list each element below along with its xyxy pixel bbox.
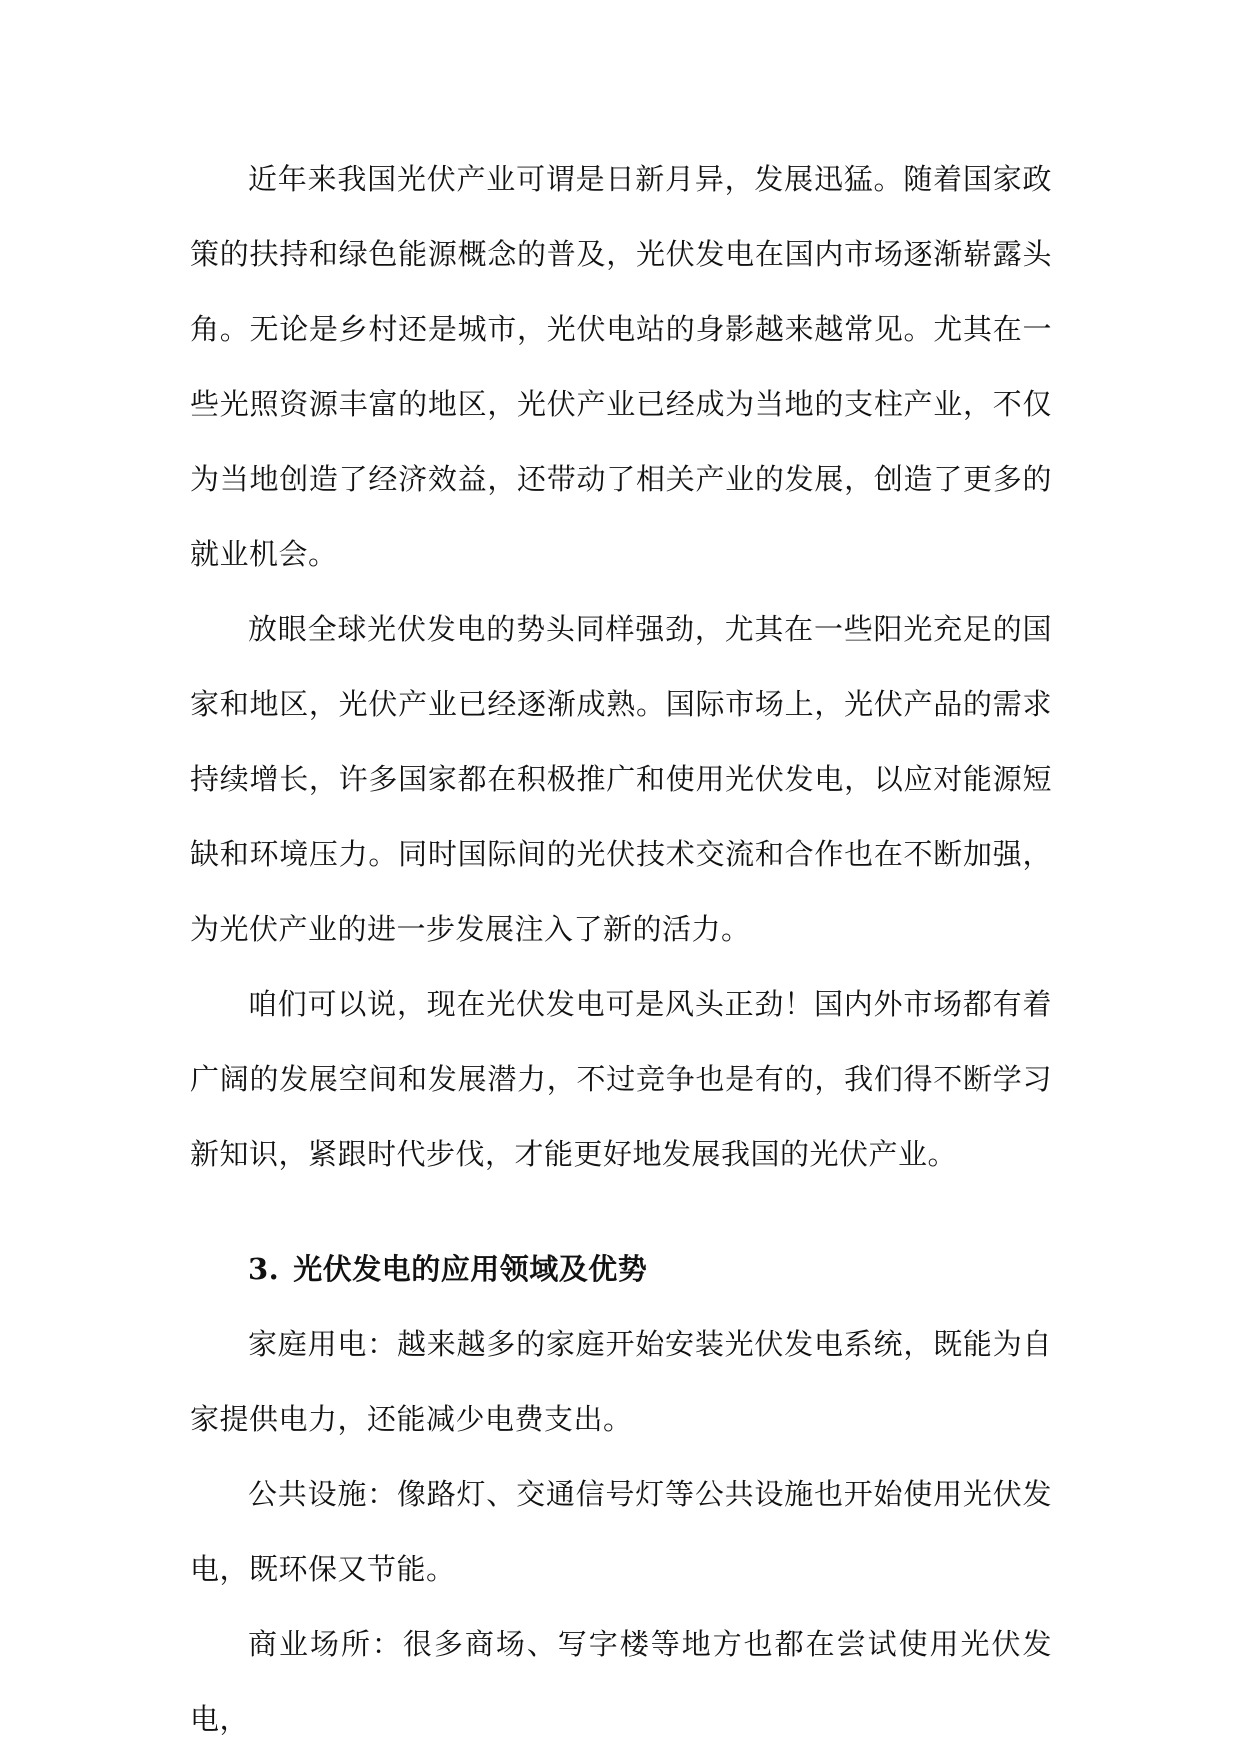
section-number: 3. (248, 1252, 280, 1286)
document-body (190, 142, 1052, 1757)
paragraph-public-facilities: 公共设施：像路灯、交通信号灯等公共设施也开始使用光伏发电，既环保又节能。 (190, 1477, 1052, 1586)
paragraph-domestic-development: 近年来我国光伏产业可谓是日新月异，发展迅猛。随着国家政策的扶持和绿色能源概念的普及，光伏发电在国内市场逐渐崭露头角。无论是乡村还是城市，光伏电站的身影越来越常见。尤其在一些光照资源丰富的地区，光伏产业已经成为当地的支柱产业，不仅为当地创造了经济效益，还带动了相关产业的发展，创造了更多的就业机会。 (190, 162, 1052, 571)
paragraph-global-trend: 放眼全球光伏发电的势头同样强劲，尤其在一些阳光充足的国家和地区，光伏产业已经逐渐成熟。国际市场上，光伏产品的需求持续增长，许多国家都在积极推广和使用光伏发电，以应对能源短缺和环境压力。同时国际间的光伏技术交流和合作也在不断加强，为光伏产业的进一步发展注入了新的活力。 (190, 612, 1052, 946)
section-title: 光伏发电的应用领域及优势 (293, 1252, 648, 1286)
paragraph-outlook: 咱们可以说，现在光伏发电可是风头正劲！国内外市场都有着广阔的发展空间和发展潜力，不过竞争也是有的，我们得不断学习新知识，紧跟时代步伐，才能更好地发展我国的光伏产业。 (190, 987, 1052, 1171)
paragraph-commercial-sites: 商业场所：很多商场、写字楼等地方也都在尝试使用光伏发电， (190, 1627, 1052, 1736)
section-heading (190, 1232, 1052, 1307)
paragraph-household-use: 家庭用电：越来越多的家庭开始安装光伏发电系统，既能为自家提供电力，还能减少电费支出。 (190, 1327, 1052, 1436)
